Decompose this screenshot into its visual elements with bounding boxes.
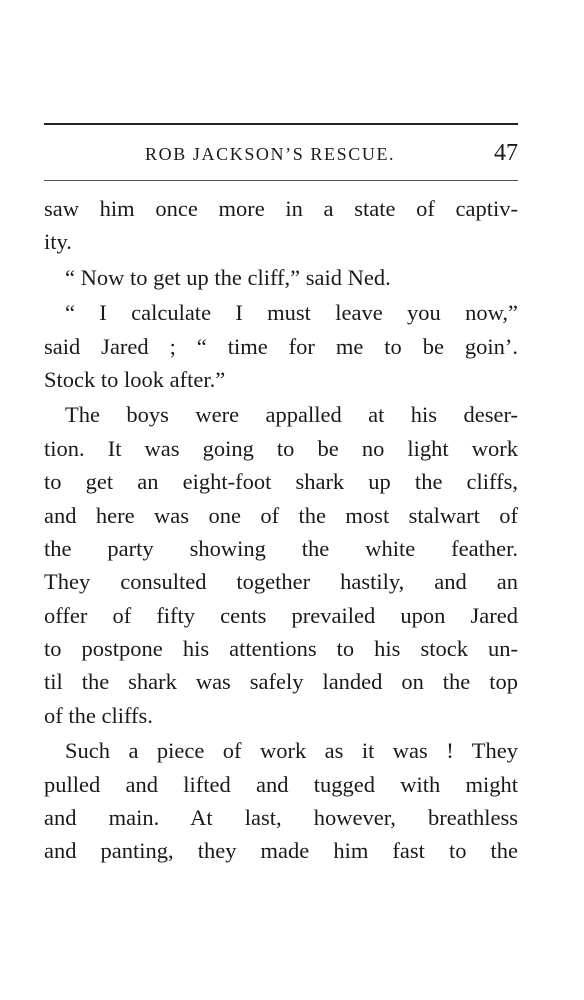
text-line: to get an eight-foot shark up the cliffs,: [44, 469, 518, 495]
running-head: ROB JACKSON’S RESCUE.: [145, 144, 396, 164]
header-rule-bottom: [44, 180, 518, 181]
text-line: The boys were appalled at his deser-: [65, 402, 518, 428]
header-rule-top: [44, 123, 518, 125]
text-line: Stock to look after.”: [44, 366, 226, 392]
paragraph: [44, 398, 518, 732]
text-line: of the cliffs.: [44, 702, 153, 728]
paragraph: [44, 296, 518, 396]
text-line: Such a piece of work as it was ! They: [65, 738, 518, 764]
paragraph: [44, 734, 518, 868]
text-line: said Jared ; “ time for me to be goin’.: [44, 333, 518, 359]
text-line: ity.: [44, 229, 72, 255]
text-line: “ I calculate I must leave you now,”: [65, 300, 518, 326]
body-text: [44, 192, 518, 868]
text-line: They consulted together hastily, and an: [44, 569, 518, 595]
text-line: and main. At last, however, breathless: [44, 805, 518, 831]
text-line: “ Now to get up the cliff,” said Ned.: [65, 264, 391, 290]
text-line: and here was one of the most stalwart of: [44, 502, 518, 528]
page-number: 47: [494, 140, 518, 166]
text-line: and panting, they made him fast to the: [44, 838, 518, 864]
paragraph: [44, 192, 518, 259]
text-line: tion. It was going to be no light work: [44, 435, 518, 461]
paragraph: [44, 261, 518, 294]
page-header: [44, 140, 518, 174]
text-line: offer of fifty cents prevailed upon Jared: [44, 602, 518, 628]
text-line: pulled and lifted and tugged with might: [44, 771, 518, 797]
text-line: saw him once more in a state of captiv-: [44, 196, 518, 221]
text-line: the party showing the white feather.: [44, 535, 518, 561]
text-line: til the shark was safely landed on the top: [44, 669, 518, 695]
text-line: to postpone his attentions to his stock un-: [44, 636, 518, 662]
